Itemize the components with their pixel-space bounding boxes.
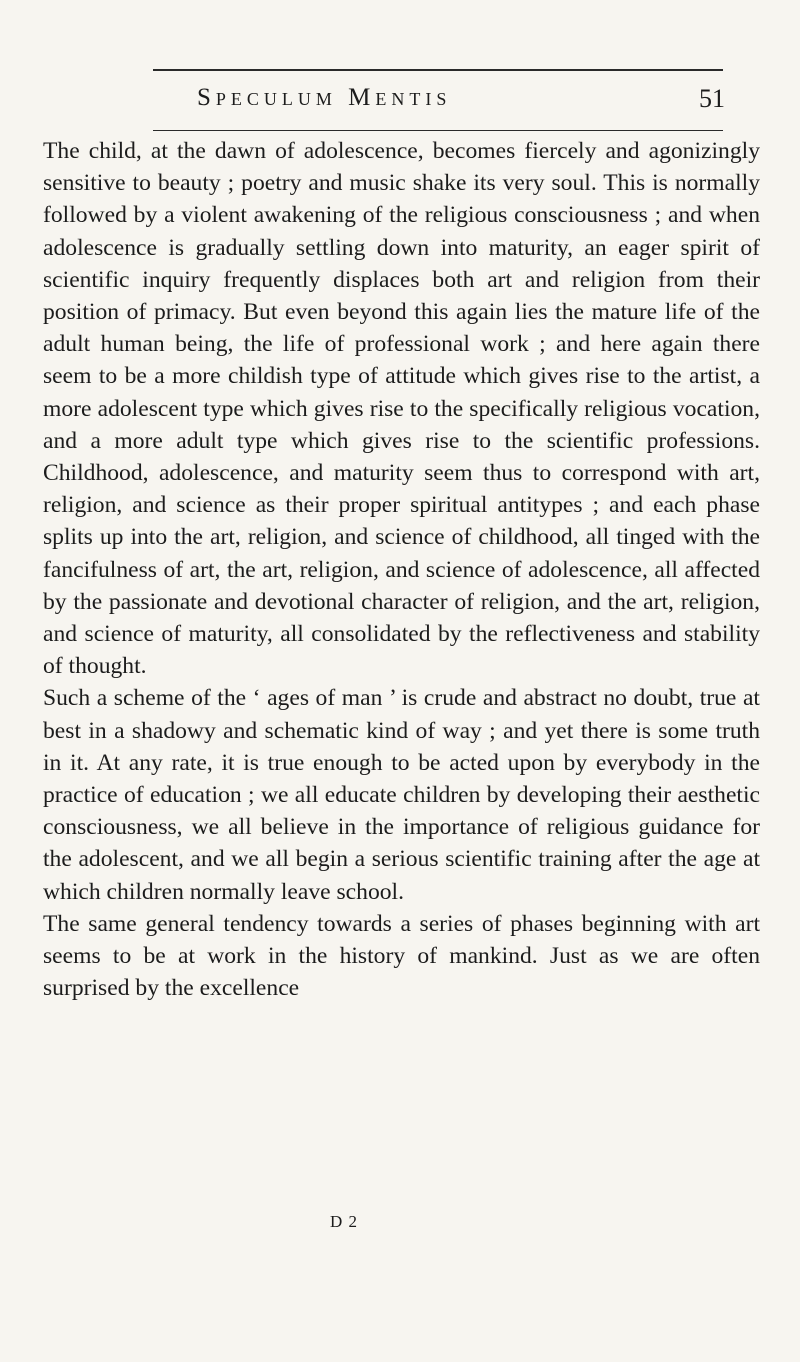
book-page bbox=[43, 0, 760, 1362]
page-header bbox=[173, 78, 733, 128]
header-bottom-rule bbox=[153, 130, 723, 131]
signature-mark: D 2 bbox=[330, 1212, 359, 1231]
header-top-rule bbox=[153, 69, 723, 71]
paragraph: Such a scheme of the ‘ ages of man ’ is crude and abstract no doubt, true at best in a shadowy and schematic kind of way ; and yet there is some truth in it. At any rate, it is true enough to be acted upon by everybody in the practice of education ; we all educate children by developing their aesthetic consciousness, we all believe in the importance of religious guidance for the adolescent, and we all begin a serious scientific training after the age at which children normally leave school. bbox=[43, 685, 760, 905]
page-number: 51 bbox=[699, 84, 725, 113]
running-title: Speculum Mentis bbox=[197, 84, 452, 111]
paragraph: The same general tendency towards a series of phases beginning with art seems to be at work in the history of mankind. Just as we are often surprised by the excellence bbox=[43, 910, 760, 1002]
paragraph: The child, at the dawn of adolescence, becomes fiercely and agonizingly sensitive to beauty ; poetry and music shake its very soul. This is normally followed by a violent awakening of the religious consciousness ; and when adolescence is gradually settling down into maturity, an eager spirit of scientific inquiry frequently displaces both art and religion from their position of primacy. But even beyond this again lies the mature life of the adult human being, the life of professional work ; and here again there seem to be a more childish type of attitude which gives rise to the artist, a more adolescent type which gives rise to the specifically religious vocation, and a more adult type which gives rise to the scientific professions. Childhood, adolescence, and maturity seem thus to correspond with art, religion, and science as their proper spiritual antitypes ; and each phase splits up into the art, religion, and science of childhood, all tinged with the fancifulness of art, the art, religion, and science of adolescence, all affected by the passionate and devotional character of religion, and the art, religion, and science of maturity, all consolidated by the reflectiveness and stability of thought. bbox=[43, 138, 760, 680]
body-text bbox=[43, 135, 760, 1004]
